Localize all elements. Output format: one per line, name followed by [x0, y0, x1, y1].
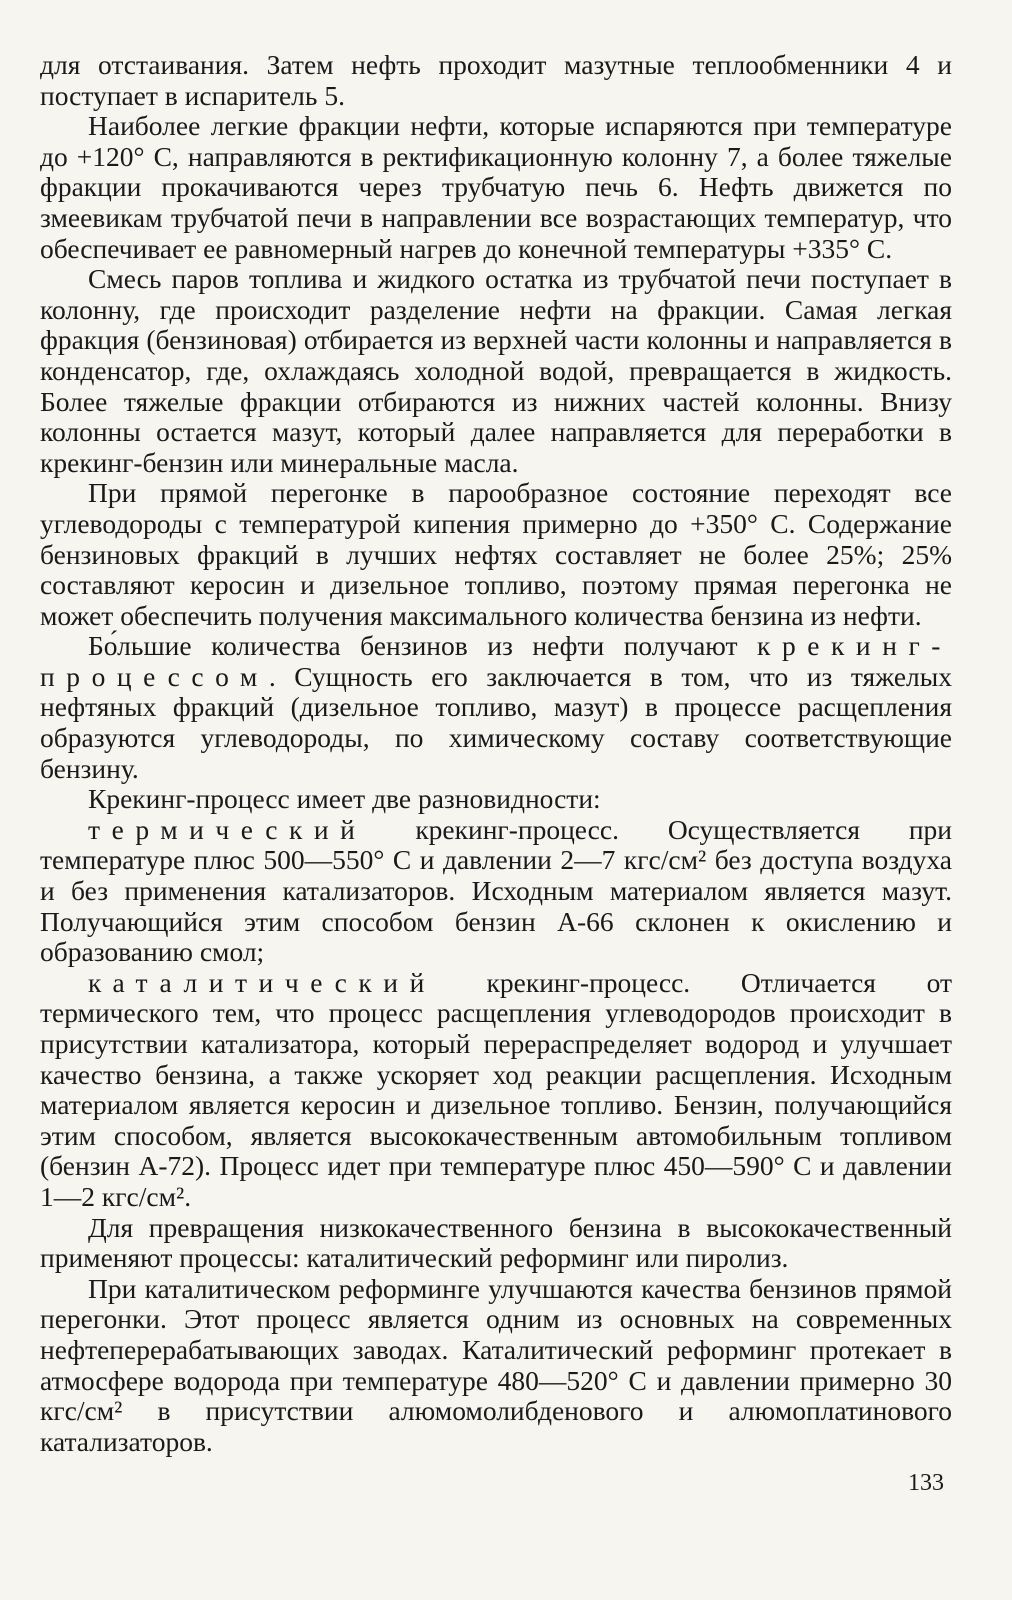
paragraph-5-end: . Сущность его заключается в том, что из тяжелых нефтяных фракций (дизельное топливо, мазут) в процессе расщепления образуются углеводороды, по химическому составу соответствующие бензину.	[40, 660, 952, 784]
page-body	[40, 50, 952, 1457]
paragraph-7	[40, 815, 952, 968]
spaced-term-catalytic: каталитический	[88, 966, 436, 998]
paragraph-5-start: Бо́льшие количества бензинов из нефти получают	[88, 630, 738, 662]
spaced-term-thermal: термический	[88, 813, 367, 845]
paragraph-9: Для превращения низкокачественного бензина в высококачественный применяют процессы: каталитический реформинг или пиролиз.	[40, 1211, 952, 1274]
paragraph-10: При каталитическом реформинге улучшаются качества бензинов прямой перегонки. Этот процесс является одним из основных на современных нефтеперерабатывающих заводах. Каталитический реформинг протекает в атмосфере водорода при температуре 480—520° С и давлении примерно 30 кгс/см² в присутствии алюмомолибденового и алюмоплатинового катализаторов.	[40, 1272, 952, 1457]
spaced-term-cracking-process: крекинг-процессом	[40, 630, 952, 692]
paragraph-7-text: крекинг-процесс. Осуществляется при температуре плюс 500—550° С и давлении 2—7 кгс/см² без доступа воздуха и без применения катализаторов. Исходным материалом является мазут. Получающийся этим способом бензин А-66 склонен к окислению и образованию смол;	[40, 813, 953, 968]
paragraph-8-text: крекинг-процесс. Отличается от термического тем, что процесс расщепления углеводородов происходит в присутствии катализатора, который перераспределяет водород и улучшает качество бензина, а также ускоряет ход реакции расщепления. Исходным материалом является керосин и дизельное топливо. Бензин, получающийся этим способом, является высококачественным автомобильным топливом (бензин А-72). Процесс идет при температуре плюс 450—590° С и давлении 1—2 кгс/см².	[40, 966, 952, 1212]
page-number: 133	[908, 1470, 944, 1496]
paragraph-6: Крекинг-процесс имеет две разновидности:	[88, 783, 601, 815]
paragraph-5	[40, 631, 952, 784]
paragraph-8	[40, 968, 952, 1213]
paragraph-2: Наиболее легкие фракции нефти, которые испаряются при температуре до +120° С, направляются в ректификационную колонну 7, а более тяжелые фракции прокачиваются через трубчатую печь 6. Нефть движется по змеевикам трубчатой печи в направлении все возрастающих температур, что обеспечивает ее равномерный нагрев до конечной температуры +335° С.	[40, 110, 952, 264]
paragraph-3: Смесь паров топлива и жидкого остатка из трубчатой печи поступает в колонну, где происходит разделение нефти на фракции. Самая легкая фракция (бензиновая) отбирается из верхней части колонны и направляется в конденсатор, где, охлаждаясь холодной водой, превращается в жидкость. Более тяжелые фракции отбираются из нижних частей колонны. Внизу колонны остается мазут, который далее направляется для переработки в крекинг-бензин или минеральные масла.	[40, 263, 952, 478]
paragraph-4: При прямой перегонке в парообразное состояние переходят все углеводороды с температурой кипения примерно до +350° С. Содержание бензиновых фракций в лучших нефтях составляет не более 25%; 25% составляют керосин и дизельное топливо, поэтому прямая перегонка не может обеспечить получения максимального количества бензина из нефти.	[40, 477, 952, 631]
paragraph-1: для отстаивания. Затем нефть проходит мазутные теплообменники 4 и поступает в испаритель 5.	[40, 49, 952, 111]
